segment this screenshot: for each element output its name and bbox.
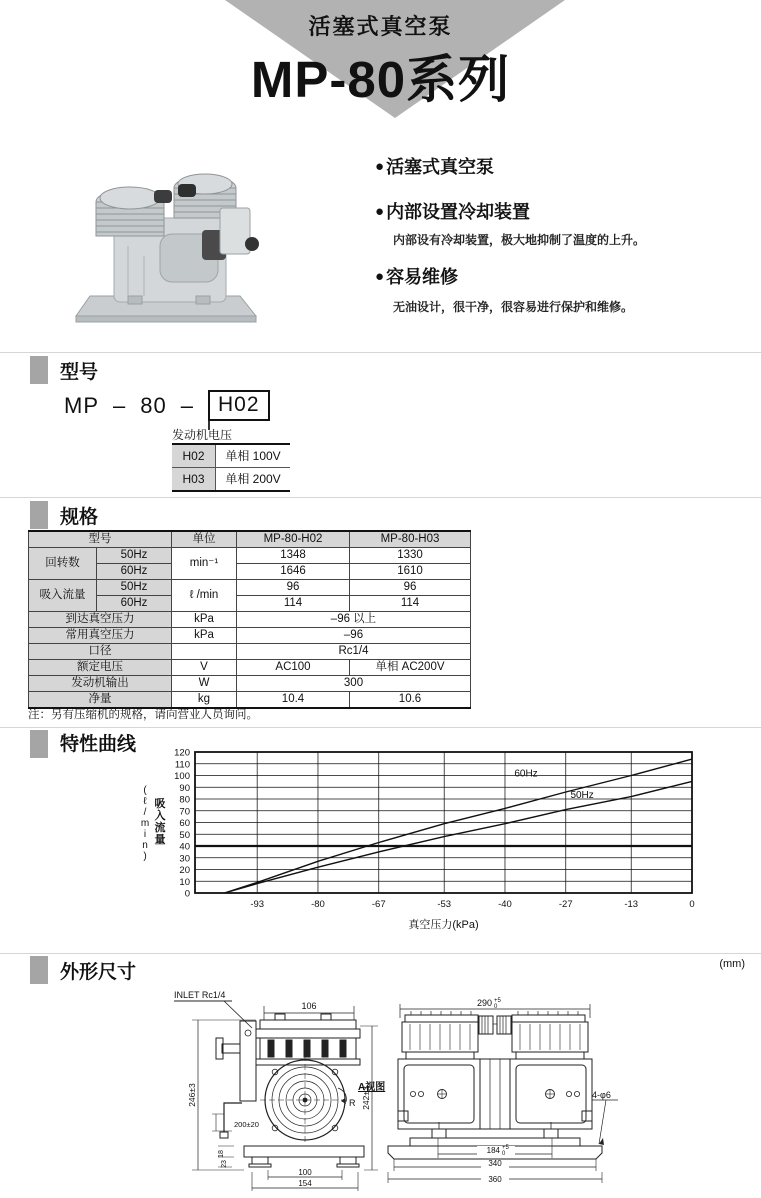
feature-desc: 无油设计，很干净，很容易进行保护和维修。 [393, 300, 634, 314]
row-label: 口径 [29, 644, 172, 660]
svg-text:30: 30 [179, 853, 190, 865]
svg-text:40: 40 [179, 841, 190, 853]
header-subtitle: 活塞式真空泵 [308, 14, 453, 39]
feature-desc: 内部设有冷却装置，极大地抑制了温度的上升。 [393, 233, 646, 247]
value-cell: 96 [350, 580, 471, 596]
row-label: 常用真空压力 [29, 628, 172, 644]
section-marker [30, 956, 48, 984]
table-row [29, 531, 471, 548]
product-photo [68, 146, 263, 341]
voltage-code: H03 [172, 468, 216, 490]
value-cell: 1330 [350, 548, 471, 564]
dim-200: 200±20 [234, 1120, 259, 1129]
section-title-model: 型号 [60, 362, 99, 383]
table-row [172, 445, 290, 467]
dim-290: 290 [476, 998, 492, 1008]
value-cell: 96 [237, 580, 350, 596]
dim-23: 23 [221, 1160, 228, 1168]
svg-text:120: 120 [174, 747, 190, 759]
bullet-icon: ● [375, 203, 385, 220]
section-divider [0, 352, 761, 353]
spec-table [28, 530, 471, 709]
table-row [172, 467, 290, 490]
table-row [29, 580, 471, 596]
characteristics-chart [135, 744, 715, 944]
col-header: 单位 [172, 531, 237, 548]
svg-text:0: 0 [184, 888, 190, 900]
unit-cell: min⁻¹ [172, 548, 237, 580]
dim-100: 100 [298, 1168, 312, 1177]
voltage-table [172, 443, 290, 492]
svg-text:-53: -53 [437, 899, 452, 910]
table-row [29, 548, 471, 564]
unit-note: (mm) [719, 958, 745, 970]
value-cell: 114 [350, 596, 471, 612]
dim-154: 154 [298, 1179, 312, 1188]
table-row [29, 660, 471, 676]
voltage-value: 单相 100V [225, 449, 281, 463]
col-header: MP-80-H02 [237, 531, 350, 548]
svg-text:90: 90 [179, 782, 190, 794]
svg-text:-67: -67 [371, 899, 386, 910]
value-cell: 单相 AC200V [350, 660, 471, 676]
section-marker [30, 501, 48, 529]
svg-text:60Hz: 60Hz [514, 768, 538, 780]
unit-cell: kPa [172, 612, 237, 628]
dim-340: 340 [488, 1159, 502, 1168]
svg-text:100: 100 [174, 771, 190, 782]
unit-cell: kg [172, 692, 237, 709]
unit-cell: W [172, 676, 237, 692]
dim-184-tol-dn: 0 [502, 1151, 506, 1157]
row-label: 净量 [29, 692, 172, 709]
value-cell: 1348 [237, 548, 350, 564]
svg-text:50Hz: 50Hz [570, 789, 594, 801]
voltage-code: H02 [172, 445, 216, 467]
table-row [29, 676, 471, 692]
value-cell: 1646 [237, 564, 350, 580]
hole-note: 4-φ6 [592, 1090, 611, 1100]
bullet-icon: ● [375, 158, 385, 175]
dim-184-tol-up: +5 [502, 1145, 509, 1151]
value-cell: AC100 [237, 660, 350, 676]
bullet-icon: ● [375, 268, 385, 285]
section-title-curve: 特性曲线 [60, 734, 137, 755]
col-header: 型号 [29, 531, 172, 548]
unit-cell: V [172, 660, 237, 676]
freq-label: 50Hz [97, 548, 172, 564]
section-divider [0, 497, 761, 498]
dim-360: 360 [488, 1175, 502, 1184]
row-label: 到达真空压力 [29, 612, 172, 628]
feature-title: ● 内部设置冷却装置 [375, 202, 531, 222]
y-axis-label: 吸 入 流 量 [154, 798, 166, 846]
value-cell: 10.6 [350, 692, 471, 709]
drawing-side-view [172, 988, 387, 1198]
row-label: 额定电压 [29, 660, 172, 676]
svg-text:20: 20 [179, 865, 190, 876]
unit-cell: kPa [172, 628, 237, 644]
svg-text:-93: -93 [250, 899, 265, 910]
dim-246: 246±3 [187, 1083, 197, 1107]
value-cell: –96 以上 [237, 612, 471, 628]
section-divider [0, 953, 761, 954]
freq-label: 60Hz [97, 596, 172, 612]
value-cell: 114 [237, 596, 350, 612]
value-cell: –96 [237, 628, 471, 644]
table-row [29, 628, 471, 644]
unit-cell: ℓ /min [172, 580, 237, 612]
svg-text:50: 50 [179, 829, 190, 841]
spec-note: 注：另有压缩机的规格，请向营业人员询问。 [28, 709, 258, 721]
section-title-spec: 规格 [60, 507, 99, 528]
svg-text:110: 110 [174, 759, 190, 771]
feature-title: ● 活塞式真空泵 [375, 157, 495, 177]
svg-text:真空压力(kPa): 真空压力(kPa) [408, 919, 479, 931]
value-cell: 10.4 [237, 692, 350, 709]
row-label: 吸入流量 [29, 580, 97, 612]
svg-text:60: 60 [179, 818, 190, 829]
dim-290-tol-up: +5 [494, 998, 501, 1004]
section-marker [30, 356, 48, 384]
row-label: 回转数 [29, 548, 97, 580]
dim-106: 106 [301, 1001, 317, 1011]
model-code: MP – 80 – H02 [64, 390, 270, 421]
value-cell: 1610 [350, 564, 471, 580]
model-suffix-box: H02 [208, 390, 270, 421]
col-header: MP-80-H03 [350, 531, 471, 548]
svg-text:70: 70 [179, 806, 190, 818]
dim-242: 242±3 [361, 1086, 371, 1110]
feature-title: ● 容易维修 [375, 267, 459, 287]
section-title-dims: 外形尺寸 [60, 962, 137, 983]
svg-text:-27: -27 [558, 899, 573, 910]
freq-label: 50Hz [97, 580, 172, 596]
svg-text:0: 0 [689, 899, 695, 910]
page-title: MP-80系列 [250, 51, 511, 108]
section-divider [0, 727, 761, 728]
rotation-mark: R [349, 1098, 356, 1108]
dim-184: 184 [486, 1146, 500, 1155]
inlet-label: INLET Rc1/4 [174, 990, 226, 1000]
svg-text:80: 80 [179, 794, 190, 806]
freq-label: 60Hz [97, 564, 172, 580]
section-marker [30, 730, 48, 758]
dim-18: 18 [218, 1150, 225, 1158]
drawing-front-view [380, 988, 640, 1198]
value-cell: 300 [237, 676, 471, 692]
curve-plot [135, 744, 715, 944]
dimension-drawings [0, 988, 761, 1192]
view-a-label: A视图 [358, 1082, 386, 1093]
svg-text:10: 10 [179, 876, 190, 888]
svg-text:-13: -13 [624, 899, 639, 910]
row-label: 发动机输出 [29, 676, 172, 692]
svg-text:-80: -80 [311, 899, 325, 910]
value-cell: Rc1/4 [237, 644, 471, 660]
y-axis-unit-label: ( ℓ / m i n ) [140, 785, 150, 862]
dim-290-tol-dn: 0 [494, 1004, 498, 1010]
unit-cell [172, 644, 237, 660]
svg-text:-40: -40 [498, 899, 512, 910]
table-row [29, 644, 471, 660]
voltage-value: 单相 200V [225, 472, 281, 486]
voltage-table-caption: 发动机电压 [172, 428, 233, 442]
table-row [29, 612, 471, 628]
